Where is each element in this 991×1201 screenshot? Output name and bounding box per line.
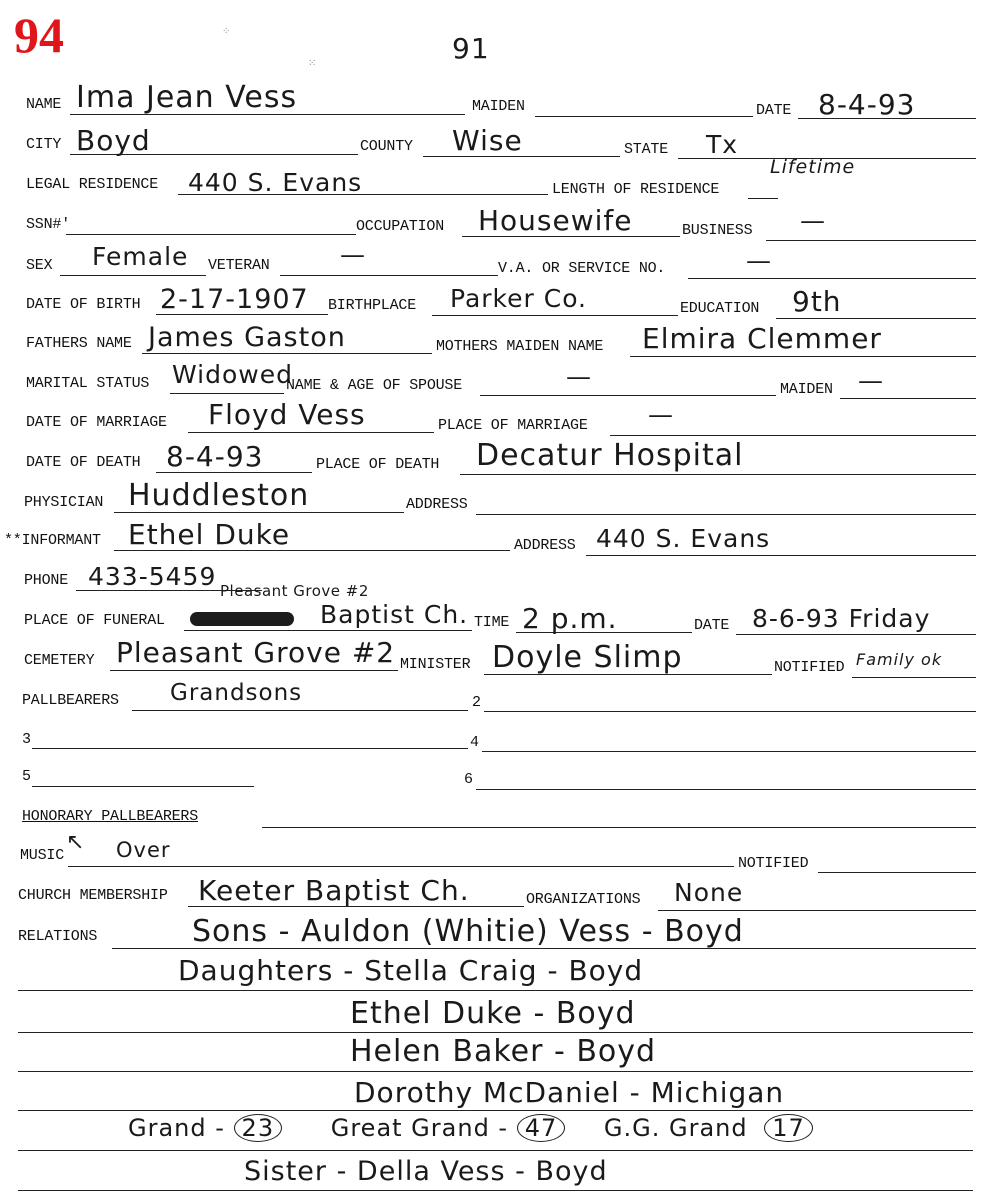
label-honorary-pallbearers: HONORARY PALLBEARERS [22,808,199,825]
notified-line [852,677,976,678]
organizations-line [658,910,976,911]
grand-label: Grand - [128,1114,225,1142]
relations-daughters: Daughters - Stella Craig - Boyd [178,954,644,987]
label-funeral-date: DATE [694,617,730,634]
label-pallbearer-2: 2 [472,694,481,711]
value-date-of-birth: 2-17-1907 [160,284,309,315]
value-state: Tx [706,130,739,159]
page-number: 94 [14,7,64,63]
pallbearer-2-line [484,711,976,712]
pallbearer-1-line [132,710,468,711]
great-grand-label: Great Grand - [330,1114,509,1142]
relations-grandchildren [128,1114,813,1142]
scan-speck: ⁙ [308,58,317,69]
value-time: 2 p.m. [522,602,618,635]
label-pallbearer-4: 4 [470,734,479,751]
value-place-of-funeral: Baptist Ch. [320,600,469,629]
value-funeral-date: 8-6-93 Friday [752,604,931,633]
va-no-line [688,278,976,279]
veteran-line [280,275,498,276]
value-funeral-note: Pleasant Grove #2 [220,582,369,600]
maiden-line [535,116,753,117]
value-physician: Huddleston [128,478,310,513]
relations-line-6 [18,1150,973,1151]
label-pallbearer-3: 3 [22,731,31,748]
label-church-membership: CHURCH MEMBERSHIP [18,887,168,904]
label-education: EDUCATION [680,300,760,317]
label-pallbearer-6: 6 [464,771,473,788]
pallbearer-4-line [482,751,976,752]
label-occupation: OCCUPATION [356,218,445,235]
music-line [68,866,734,867]
education-line [776,318,976,319]
value-church-membership: Keeter Baptist Ch. [198,874,470,907]
label-birthplace: BIRTHPLACE [328,297,417,314]
value-notified: Family ok [856,650,943,669]
label-name: NAME [26,96,62,113]
label-legal-residence: LEGAL RESIDENCE [26,176,159,193]
label-place-of-funeral: PLACE OF FUNERAL [24,612,165,629]
value-mothers-maiden-name: Elmira Clemmer [642,322,882,355]
label-relations: RELATIONS [18,928,98,945]
label-informant-address: ADDRESS [514,537,576,554]
spouse-maiden-line [840,398,976,399]
great-grand-count: 47 [517,1114,566,1142]
label-date: DATE [756,102,792,119]
label-organizations: ORGANIZATIONS [526,891,641,908]
value-business: — [800,206,826,235]
value-pallbearers: Grandsons [170,680,303,706]
informant-address-line [586,555,976,556]
value-county: Wise [452,124,523,157]
mothers-maiden-name-line [630,356,976,357]
label-spouse-maiden: MAIDEN [780,381,833,398]
music-notified-line [818,872,976,873]
value-birthplace: Parker Co. [450,284,588,313]
label-informant: **INFORMANT [4,532,101,549]
pallbearer-5-line [32,786,254,787]
value-place-of-death: Decatur Hospital [476,438,744,473]
value-date-of-marriage: Floyd Vess [208,398,366,431]
place-of-marriage-line [610,435,976,436]
value-length-of-residence: Lifetime [770,156,856,178]
label-business: BUSINESS [682,222,753,239]
value-place-of-marriage: — [648,400,674,429]
ssn-line [66,234,356,235]
label-sex: SEX [26,257,53,274]
label-minister: MINISTER [400,656,471,673]
label-pallbearers: PALLBEARERS [22,692,119,709]
label-length-of-residence: LENGTH OF RESIDENCE [552,181,720,198]
top-page-mark: 91 [452,32,490,65]
gg-grand-label: G.G. Grand [603,1114,748,1142]
honorary-pallbearers-line [262,827,976,828]
label-va-no: V.A. OR SERVICE NO. [498,260,666,277]
date-of-marriage-line [188,432,434,433]
label-place-of-death: PLACE OF DEATH [316,456,440,473]
gg-grand-count: 17 [764,1114,813,1142]
value-city: Boyd [76,124,151,157]
label-phone: PHONE [24,572,69,589]
label-music: MUSIC [20,847,65,864]
label-veteran: VETERAN [208,257,270,274]
place-of-death-line [460,474,976,475]
label-marital-status: MARITAL STATUS [26,375,150,392]
pallbearer-3-line [32,748,468,749]
relations-line-7 [18,1190,973,1191]
value-occupation: Housewife [478,204,633,237]
address-line [476,514,976,515]
value-name-age-spouse: — [566,362,592,391]
relations-sister: Sister - Della Vess - Boyd [244,1156,608,1187]
value-spouse-maiden: — [858,366,884,395]
value-minister: Doyle Slimp [492,640,683,675]
value-fathers-name: James Gaston [148,322,346,353]
label-cemetery: CEMETERY [24,652,95,669]
value-phone: 433-5459 [88,562,217,591]
pallbearer-6-line [476,789,976,790]
value-informant-address: 440 S. Evans [596,524,771,553]
sex-line [60,275,206,276]
birthplace-line [432,315,678,316]
value-legal-residence: 440 S. Evans [188,168,363,197]
grand-count: 23 [234,1114,283,1142]
relations-line-5 [18,1110,973,1111]
scan-speck: ⁘ [222,26,231,37]
label-ssn: SSN#' [26,216,71,233]
label-maiden: MAIDEN [472,98,525,115]
label-date-of-death: DATE OF DEATH [26,454,141,471]
value-date: 8-4-93 [818,88,916,121]
length-of-residence-line [748,198,778,199]
value-name: Ima Jean Vess [76,80,298,115]
label-place-of-marriage: PLACE OF MARRIAGE [438,417,588,434]
value-education: 9th [792,285,842,318]
value-cemetery: Pleasant Grove #2 [116,636,396,669]
fathers-name-line [142,353,432,354]
relations-daughter-3: Helen Baker - Boyd [350,1034,657,1069]
place-of-funeral-line [184,630,472,631]
label-address: ADDRESS [406,496,468,513]
value-informant: Ethel Duke [128,518,291,551]
relations-line-2 [18,990,973,991]
arrow-icon: ↖ [66,830,86,855]
label-notified: NOTIFIED [774,659,845,676]
cemetery-line [110,670,398,671]
value-date-of-death: 8-4-93 [166,440,264,473]
value-marital-status: Widowed [172,360,293,389]
relations-line-3 [18,1032,973,1033]
label-county: COUNTY [360,138,413,155]
label-state: STATE [624,141,669,158]
label-date-of-marriage: DATE OF MARRIAGE [26,414,167,431]
relations-sons: Sons - Auldon (Whitie) Vess - Boyd [192,914,744,949]
relations-daughter-4: Dorothy McDaniel - Michigan [354,1076,785,1109]
value-sex: Female [92,242,189,271]
label-fathers-name: FATHERS NAME [26,335,132,352]
spouse-line [480,395,776,396]
funeral-date-line [736,634,976,635]
label-physician: PHYSICIAN [24,494,104,511]
label-music-notified: NOTIFIED [738,855,809,872]
relations-daughter-2: Ethel Duke - Boyd [350,996,636,1031]
label-date-of-birth: DATE OF BIRTH [26,296,141,313]
label-name-age-spouse: NAME & AGE OF SPOUSE [286,377,463,394]
label-time: TIME [474,614,510,631]
label-city: CITY [26,136,62,153]
value-organizations: None [674,878,744,907]
business-line [766,240,976,241]
scribbled-out-text [190,612,294,626]
value-va-no: — [746,246,772,275]
marital-status-line [170,393,284,394]
label-mothers-maiden-name: MOTHERS MAIDEN NAME [436,338,604,355]
relations-line-4 [18,1071,973,1072]
value-music: Over [116,838,171,862]
value-veteran: — [340,240,366,269]
label-pallbearer-5: 5 [22,768,31,785]
